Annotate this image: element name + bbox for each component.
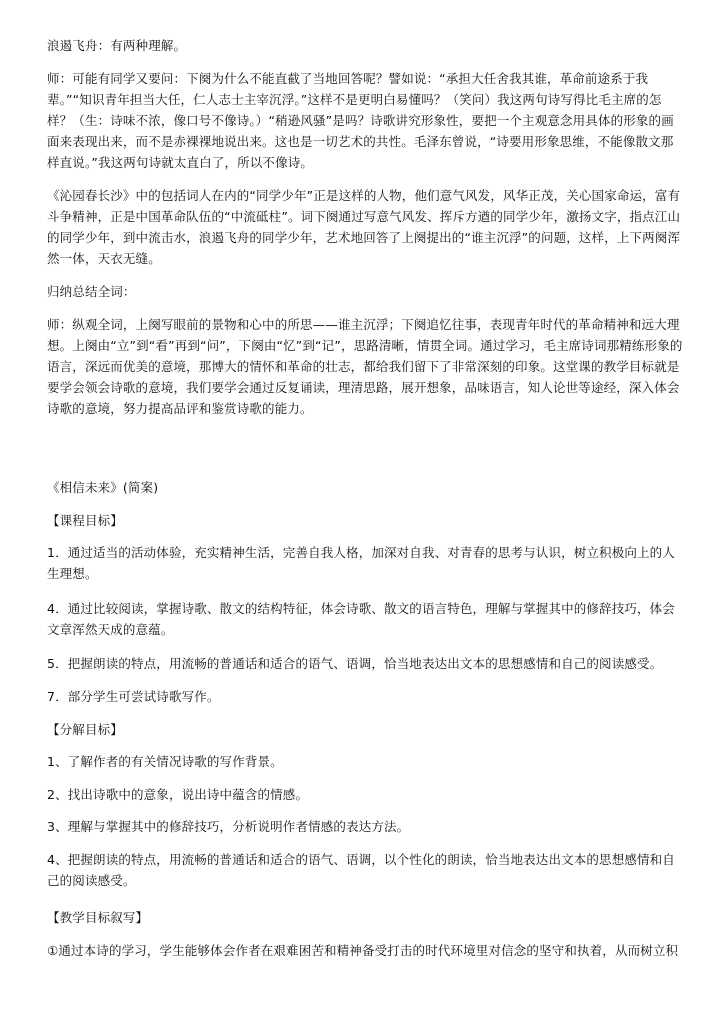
section-heading-course-goals: 【课程目标】	[47, 513, 123, 528]
section-heading-breakdown-goals: 【分解目标】	[47, 722, 123, 737]
goal-item-4: 4．通过比较阅读，掌握诗歌、散文的结构特征，体会诗歌、散文的语言特色，理解与掌握其中的修辞技巧，体会文章浑然天成的意蕴。	[47, 601, 675, 637]
lesson-title: 《相信未来》(简案)	[47, 480, 159, 495]
paragraph-4: 师：纵观全词，上阕写眼前的景物和心中的所思——谁主沉浮；下阕追忆往事，表现青年时代的革命精神和远大理想。上阕由“立”到“看”再到“问”，下阕由“忆”到“记”，思路清晰，情贯全词。通过学习，毛主席诗词那精练形象的语言，深远而优美的意境，那博大的情怀和革命的壮志，都给我们留下了非常深刻的印象。这堂课的教学目标就是要学会领会诗歌的意境，我们要学会通过反复诵读，理清思路，展开想象，品味语言，知人论世等途经，深入体会诗歌的意境，努力提高品评和鉴赏诗歌的能力。	[47, 317, 683, 416]
goal-item-7: 7．部分学生可尝试诗歌写作。	[47, 689, 220, 704]
goal-item-1: 1．通过适当的活动体验，充实精神生活，完善自我人格，加深对自我、对青春的思考与认识，树立积极向上的人生理想。	[47, 545, 675, 581]
section-heading-summary: 归纳总结全词：	[47, 284, 136, 299]
teaching-goal-item-1: ①通过本诗的学习，学生能够体会作者在艰难困苦和精神备受打击的时代环境里对信念的坚守和执着，从而树立积	[47, 943, 679, 958]
goal-item-5: 5．把握朗读的特点，用流畅的普通话和适合的语气、语调，恰当地表达出文本的思想感情和自己的阅读感受。	[47, 656, 663, 671]
section-heading-teaching-goals: 【教学目标叙写】	[47, 910, 149, 925]
breakdown-item-1: 1、了解作者的有关情况诗歌的写作背景。	[47, 754, 283, 769]
breakdown-item-2: 2、找出诗歌中的意象，说出诗中蕴含的情感。	[47, 787, 309, 802]
paragraph-2: 师：可能有同学又要问：下阕为什么不能直截了当地回答呢？譬如说：“承担大任舍我其谁，革命前途系于我辈。”“知识青年担当大任，仁人志士主宰沉浮。”这样不是更明白易懂吗？（笑问）我这两句诗写得比毛主席的怎样？（生：诗味不浓，像口号不像诗。）“稍逊风骚”是吗？诗歌讲究形象性，要把一个主观意念用具体的形象的画面来表现出来，而不是赤裸裸地说出来。这也是一切艺术的共性。毛泽东曾说，“诗要用形象思维，不能像散文那样直说。”我这两句诗就太直白了，所以不像诗。	[47, 71, 674, 170]
breakdown-item-4: 4、把握朗读的特点，用流畅的普通话和适合的语气、语调，以个性化的朗读，恰当地表达出文本的思想感情和自己的阅读感受。	[47, 852, 675, 888]
paragraph-3: 《沁园春长沙》中的包括词人在内的“同学少年”正是这样的人物，他们意气风发，风华正茂，关心国家命运，富有斗争精神，正是中国革命队伍的“中流砥柱”。词下阕通过写意气风发、挥斥方遒的同学少年，激扬文字，指点江山的同学少年，到中流击水，浪遏飞舟的同学少年，艺术地回答了上阕提出的“谁主沉浮”的问题，这样，上下两阕浑然一体，天衣无缝。	[47, 188, 681, 266]
paragraph-1: 浪遏飞舟：有两种理解。	[47, 38, 187, 53]
breakdown-item-3: 3、理解与掌握其中的修辞技巧，分析说明作者情感的表达方法。	[47, 819, 410, 834]
